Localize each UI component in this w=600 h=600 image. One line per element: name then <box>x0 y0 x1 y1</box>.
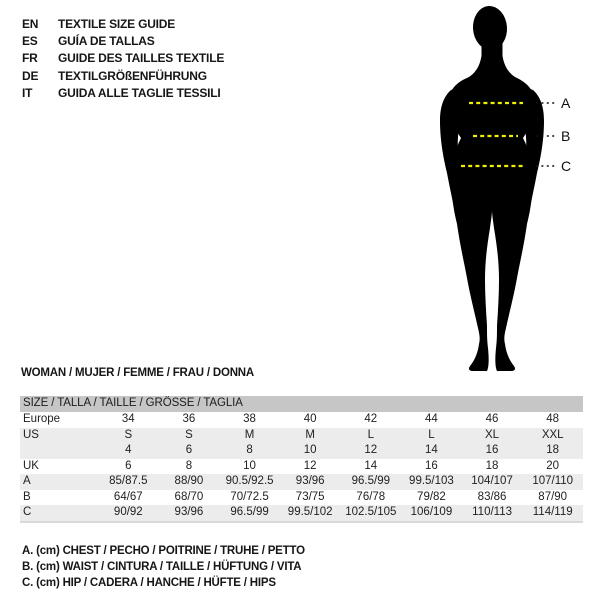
measurement-legend <box>22 543 305 592</box>
table-cell: 10 <box>303 444 317 456</box>
table-cell: 10 <box>243 459 256 472</box>
legend-line-1: B. (cm) WAIST / CINTURA / TAILLE / HÜFTUNG / VITA <box>22 561 302 574</box>
language-row-it <box>22 85 224 102</box>
language-code: DE <box>22 68 39 83</box>
table-cell: 6 <box>185 444 193 456</box>
table-cell: 104/107 <box>471 475 513 487</box>
table-cell: M <box>305 428 315 441</box>
table-cell: 36 <box>182 413 196 425</box>
table-row-label: A <box>23 475 31 487</box>
language-row-es <box>22 32 224 49</box>
table-cell: 73/75 <box>295 490 325 503</box>
measure-label-a: A <box>561 95 571 111</box>
table-cell: 107/110 <box>532 475 574 487</box>
table-cell: 110/113 <box>472 506 512 518</box>
table-cell: 102.5/105 <box>345 506 397 518</box>
table-cell: 18 <box>485 459 499 472</box>
table-cell: 85/87.5 <box>109 475 148 487</box>
language-code: ES <box>22 34 38 49</box>
table-cell: 4 <box>125 444 132 456</box>
language-code: EN <box>22 16 39 31</box>
size-table <box>20 396 583 523</box>
table-cell: 93/96 <box>174 506 204 518</box>
section-title-woman: WOMAN / MUJER / FEMME / FRAU / DONNA <box>21 367 255 379</box>
table-row-label: B <box>23 490 31 503</box>
table-cell: S <box>124 428 133 441</box>
leader-lines <box>536 103 557 166</box>
language-title: TEXTILE SIZE GUIDE <box>58 16 176 31</box>
measurement-lines <box>461 103 524 166</box>
table-cell: 99.5/102 <box>287 506 333 518</box>
table-cell: 8 <box>246 444 253 456</box>
table-cell: 18 <box>546 444 560 456</box>
table-cell: 88/90 <box>174 475 204 487</box>
table-cell: 42 <box>364 413 378 425</box>
table-cell: 46 <box>485 413 499 425</box>
table-row-label: Europe <box>23 413 61 425</box>
table-row-label: UK <box>23 459 39 472</box>
table-row <box>20 505 583 522</box>
torso-and-legs <box>449 52 536 371</box>
table-cell: 8 <box>185 459 193 472</box>
table-cell: 38 <box>243 413 256 425</box>
language-row-fr <box>22 50 224 67</box>
table-cell: 114/119 <box>532 506 573 518</box>
measure-label-b: B <box>561 128 571 144</box>
measure-label-c: C <box>561 158 572 174</box>
table-cell: 87/90 <box>538 490 568 503</box>
language-title: TEXTILGRÖßENFÜHRUNG <box>58 68 207 83</box>
table-cell: L <box>367 428 375 441</box>
size-table-header: SIZE / TALLA / TAILLE / GRÖSSE / TAGLIA <box>20 396 583 412</box>
table-row-label: US <box>23 428 39 441</box>
table-cell: 64/67 <box>113 490 143 503</box>
table-cell: 12 <box>303 459 317 472</box>
table-cell: 68/70 <box>174 490 204 503</box>
language-code: FR <box>22 51 38 66</box>
table-cell: 83/86 <box>477 490 507 503</box>
table-cell: XXL <box>541 428 564 441</box>
language-row-en <box>22 15 224 32</box>
table-row <box>20 490 583 506</box>
table-cell: 12 <box>364 444 378 456</box>
table-cell: 40 <box>303 413 317 425</box>
legend-line-0: A. (cm) CHEST / PECHO / POITRINE / TRUHE / PETTO <box>22 545 305 557</box>
legend-line-2: C. (cm) HIP / CADERA / HANCHE / HÜFTE / HIPS <box>22 577 276 590</box>
neck <box>482 42 503 58</box>
table-cell: 16 <box>485 444 499 456</box>
table-cell: L <box>428 428 435 441</box>
table-cell: 96.5/99 <box>351 475 390 487</box>
table-row-label <box>20 443 98 459</box>
right-arm <box>521 89 544 219</box>
left-arm <box>440 89 463 219</box>
table-cell: 6 <box>125 459 132 472</box>
table-cell: 90/92 <box>113 506 143 518</box>
table-row <box>20 428 583 444</box>
table-cell: 96.5/99 <box>230 506 269 518</box>
table-cell: 14 <box>364 459 378 472</box>
table-cell: 79/82 <box>417 490 446 503</box>
table-row <box>20 474 583 490</box>
language-title: GUIDE DES TAILLES TEXTILE <box>58 51 225 66</box>
table-cell: 20 <box>546 459 560 472</box>
language-title-list <box>22 15 224 102</box>
size-table-header-row <box>20 396 583 412</box>
head <box>472 5 509 51</box>
table-row <box>20 459 583 475</box>
table-row <box>20 443 583 459</box>
table-cell: 14 <box>425 444 438 456</box>
language-row-de <box>22 67 224 84</box>
table-cell: 34 <box>121 413 135 425</box>
table-cell: 48 <box>546 413 560 425</box>
table-row-label: C <box>23 506 32 518</box>
language-code: IT <box>22 86 33 101</box>
table-cell: 93/96 <box>295 475 325 487</box>
table-cell: 70/72.5 <box>230 490 269 503</box>
table-cell: 16 <box>425 459 438 472</box>
table-cell: S <box>185 428 193 441</box>
table-cell: M <box>244 428 255 441</box>
table-row <box>20 412 583 428</box>
table-cell: 44 <box>425 413 438 425</box>
table-cell: 106/109 <box>410 506 453 518</box>
table-cell: 76/78 <box>356 490 386 503</box>
table-cell: 90.5/92.5 <box>225 475 274 487</box>
table-cell: 99.5/103 <box>409 475 454 487</box>
table-cell: XL <box>485 428 500 441</box>
woman-silhouette <box>440 5 544 371</box>
language-title: GUIDA ALLE TAGLIE TESSILI <box>58 86 221 101</box>
language-title: GUÍA DE TALLAS <box>58 34 155 49</box>
